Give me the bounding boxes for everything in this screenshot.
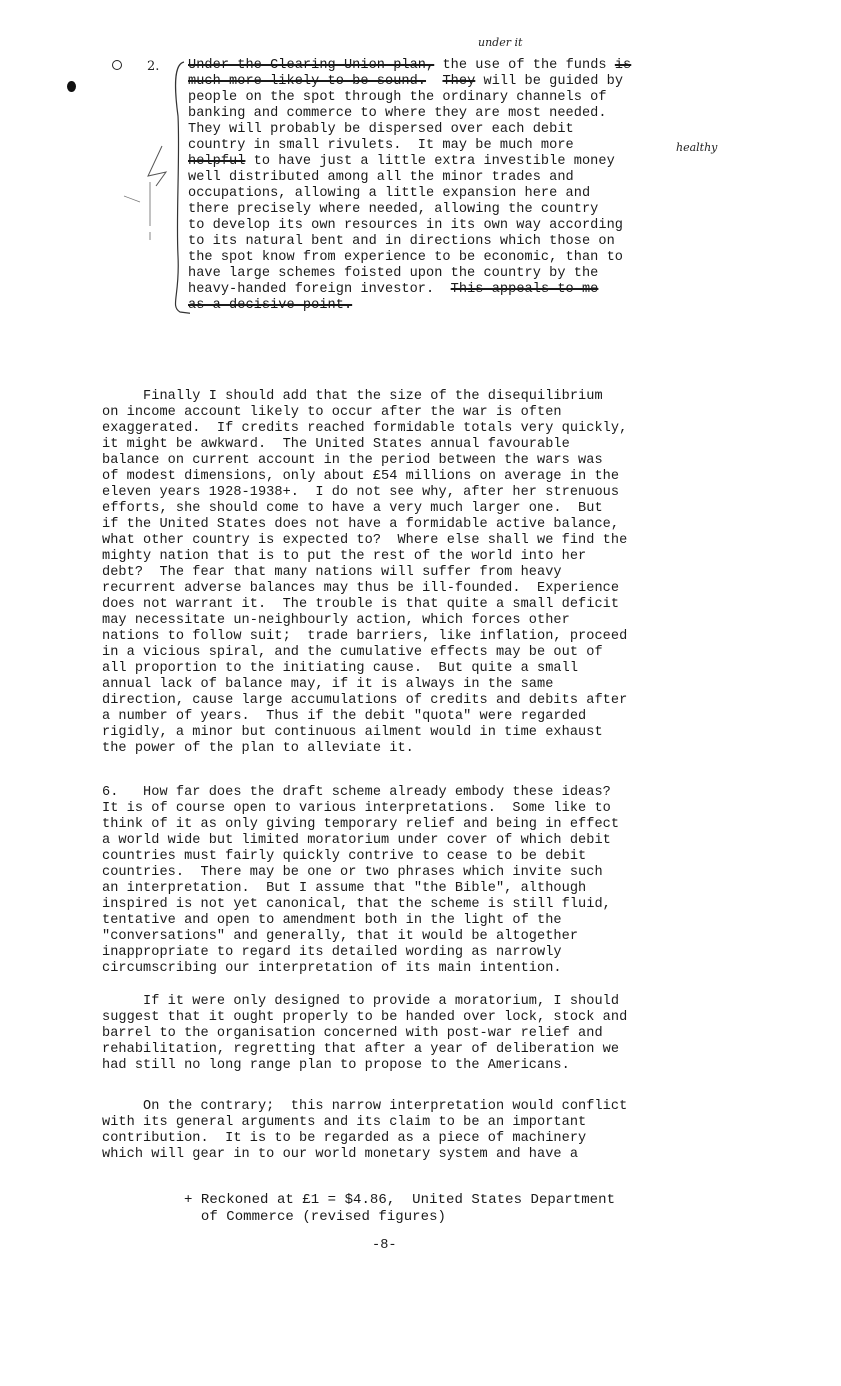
text-line: of modest dimensions, only about £54 millions on average in the — [102, 469, 620, 484]
text-line: a world wide but limited moratorium under cover of which debit — [102, 833, 611, 848]
paragraph-clearing-union — [188, 58, 631, 314]
struck-text: is — [614, 58, 632, 73]
text-line: people on the spot through the ordinary channels of — [188, 90, 607, 105]
text-line: what other country is expected to? Where else shall we find the — [102, 533, 628, 548]
text-line — [188, 282, 631, 298]
text-line: eleven years 1928-1938+. I do not see why, after her strenuous — [102, 485, 620, 500]
struck-text: They — [442, 74, 476, 89]
text-span: will be guided by — [483, 74, 624, 89]
text-line: inappropriate to regard its detailed wording as narrowly — [102, 945, 562, 960]
footnote-line: + Reckoned at £1 = $4.86, United States Department — [184, 1192, 616, 1208]
text-line — [188, 154, 631, 170]
paragraph-number: 2. — [147, 59, 160, 74]
struck-text: helpful — [188, 154, 246, 169]
text-line: which will gear in to our world monetary system and have a — [102, 1147, 579, 1162]
paragraph-bracket-mark — [110, 56, 190, 326]
footnote — [184, 1192, 615, 1226]
text-line: occupations, allowing a little expansion here and — [188, 186, 591, 201]
text-line: nations to follow suit; trade barriers, like inflation, proceed — [102, 629, 628, 644]
text-line: debt? The fear that many nations will suffer from heavy — [102, 565, 562, 580]
text-line: rehabilitation, regretting that after a year of deliberation we — [102, 1042, 620, 1057]
text-line: there precisely where needed, allowing the country — [188, 202, 599, 217]
text-line: an interpretation. But I assume that "the Bible", although — [102, 881, 587, 896]
text-line: it might be awkward. The United States annual favourable — [102, 437, 570, 452]
text-line: countries must fairly quickly contrive to cease to be debit — [102, 849, 587, 864]
text-line — [188, 74, 631, 90]
text-line: the spot know from experience to be economic, than to — [188, 250, 624, 265]
text-line: a number of years. Thus if the debit "quota" were regarded — [102, 709, 587, 724]
text-line: If it were only designed to provide a moratorium, I should — [102, 994, 620, 1009]
text-line: inspired is not yet canonical, that the scheme is still fluid, — [102, 897, 611, 912]
text-line: exaggerated. If credits reached formidable totals very quickly, — [102, 421, 628, 436]
text-line: banking and commerce to where they are most needed. — [188, 106, 607, 121]
text-line: "conversations" and generally, that it would be altogether — [102, 929, 579, 944]
text-line: barrel to the organisation concerned with post-war relief and — [102, 1026, 603, 1041]
text-line: balance on current account in the period between the wars was — [102, 453, 603, 468]
text-line: They will probably be dispersed over each debit — [188, 122, 574, 137]
text-line — [188, 58, 631, 74]
handwritten-insert-above: under it — [478, 36, 523, 49]
text-line: all proportion to the initiating cause. But quite a small — [102, 661, 579, 676]
struck-text: much more likely to be sound. — [188, 74, 427, 89]
text-line: in a vicious spiral, and the cumulative effects may be out of — [102, 645, 603, 660]
text-line: to its natural bent and in directions which those on — [188, 234, 615, 249]
text-line: direction, cause large accumulations of credits and debits after — [102, 693, 628, 708]
paragraph-contrary — [102, 1099, 627, 1163]
text-line: may necessitate un-neighbourly action, which forces other — [102, 613, 570, 628]
text-line: circumscribing our interpretation of its main intention. — [102, 961, 562, 976]
punch-hole-mark — [67, 81, 76, 92]
paragraph-moratorium — [102, 994, 627, 1074]
text-line: if the United States does not have a formidable active balance, — [102, 517, 620, 532]
text-line: annual lack of balance may, if it is always in the same — [102, 677, 554, 692]
struck-text: Under the Clearing Union plan, — [188, 58, 435, 73]
text-line: recurrent adverse balances may thus be ill-founded. Experience — [102, 581, 620, 596]
text-line: had still no long range plan to propose to the Americans. — [102, 1058, 570, 1073]
text-span: heavy-handed foreign investor. — [188, 282, 451, 297]
text-span: the use of the funds — [442, 58, 607, 73]
text-line: countries. There may be one or two phrases which invite such — [102, 865, 603, 880]
text-line: have large schemes foisted upon the country by the — [188, 266, 599, 281]
text-line: On the contrary; this narrow interpretation would conflict — [102, 1099, 628, 1114]
footnote-line: of Commerce (revised figures) — [184, 1209, 446, 1225]
text-line: efforts, she should come to have a very much larger one. But — [102, 501, 603, 516]
text-line: to develop its own resources in its own way according — [188, 218, 624, 233]
text-line: 6. How far does the draft scheme already embody these ideas? — [102, 785, 611, 800]
text-line: suggest that it ought properly to be handed over lock, stock and — [102, 1010, 628, 1025]
text-line: contribution. It is to be regarded as a piece of machinery — [102, 1131, 587, 1146]
text-line: tentative and open to amendment both in the light of the — [102, 913, 562, 928]
text-line: the power of the plan to alleviate it. — [102, 741, 414, 756]
text-line: Finally I should add that the size of the disequilibrium — [102, 389, 603, 404]
text-line: with its general arguments and its claim to be an important — [102, 1115, 587, 1130]
text-span: to have just a little extra investible money — [245, 154, 615, 169]
struck-text: as a decisive point. — [188, 298, 353, 313]
text-line: think of it as only giving temporary relief and being in effect — [102, 817, 620, 832]
handwritten-insert-right: healthy — [676, 141, 718, 154]
paragraph-finally — [102, 389, 627, 757]
struck-text: This appeals to me — [450, 282, 599, 297]
text-line — [188, 298, 631, 314]
text-line: It is of course open to various interpretations. Some like to — [102, 801, 611, 816]
page-number: -8- — [372, 1238, 397, 1253]
text-line: on income account likely to occur after the war is often — [102, 405, 562, 420]
text-line: does not warrant it. The trouble is that quite a small deficit — [102, 597, 620, 612]
text-line: well distributed among all the minor trades and — [188, 170, 574, 185]
text-line: country in small rivulets. It may be much more — [188, 138, 574, 153]
paragraph-6 — [102, 785, 619, 977]
text-line: rigidly, a minor but continuous ailment would in time exhaust — [102, 725, 603, 740]
text-line: mighty nation that is to put the rest of the world into her — [102, 549, 587, 564]
